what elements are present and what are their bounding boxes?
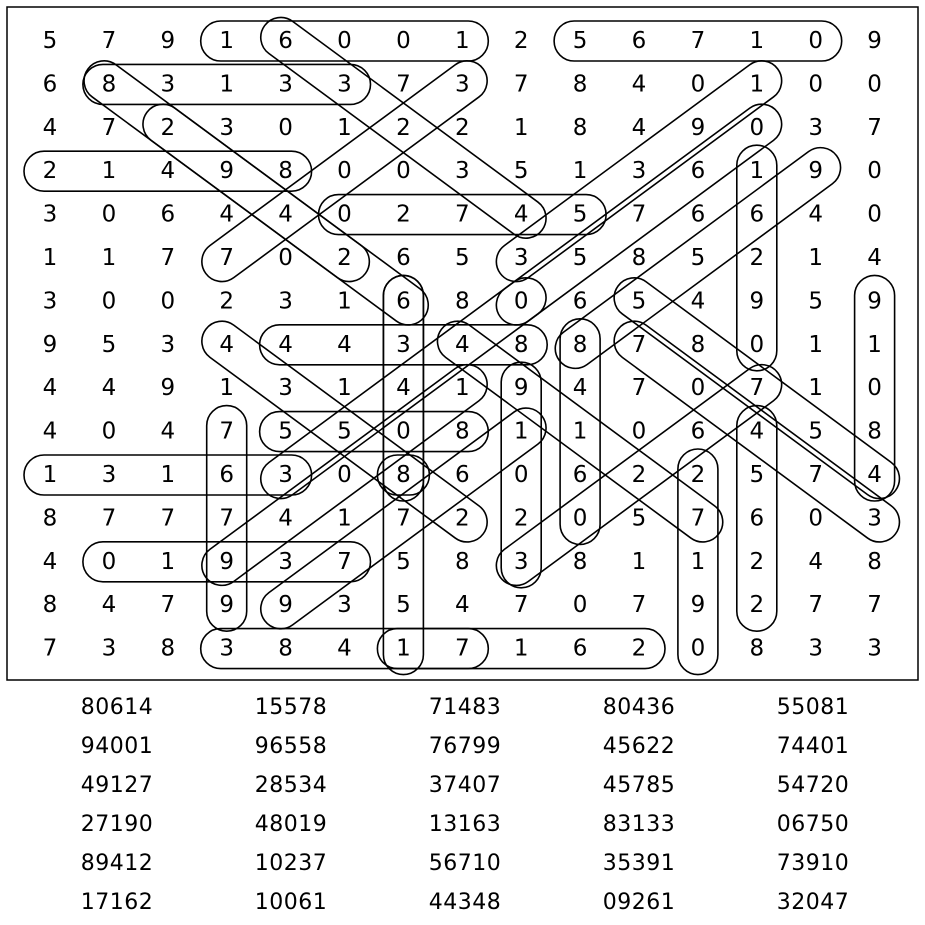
grid-cell[interactable]: 2 <box>337 245 352 271</box>
letter-grid <box>43 28 882 662</box>
word-list <box>30 692 900 919</box>
grid-cell[interactable]: 7 <box>219 245 235 271</box>
grid-cell[interactable]: 7 <box>101 505 117 532</box>
grid-cell[interactable]: 3 <box>808 635 824 662</box>
grid-cell[interactable]: 1 <box>690 548 706 575</box>
grid-cell[interactable]: 1 <box>219 375 235 402</box>
word-list-item: 55081 <box>776 695 850 720</box>
grid-cell[interactable]: 7 <box>808 462 824 488</box>
grid-cell[interactable]: 1 <box>101 245 117 271</box>
grid-cell[interactable]: 9 <box>160 375 176 402</box>
grid-cell[interactable]: 4 <box>337 635 352 662</box>
word-list-item: 09261 <box>602 890 676 915</box>
grid-cell[interactable]: 6 <box>572 462 588 488</box>
grid-cell[interactable]: 8 <box>454 548 470 575</box>
grid-cell[interactable]: 0 <box>690 71 706 98</box>
grid-cell[interactable]: 1 <box>749 158 765 185</box>
grid-cell[interactable]: 9 <box>690 114 706 141</box>
grid-cell[interactable]: 5 <box>749 462 765 488</box>
grid-cell[interactable]: 2 <box>513 505 529 532</box>
grid-cell[interactable]: 5 <box>396 592 411 619</box>
grid-cell[interactable]: 2 <box>513 28 529 54</box>
grid-cell[interactable]: 7 <box>631 592 647 619</box>
grid-cell[interactable]: 0 <box>101 201 117 228</box>
word-list-item: 45622 <box>602 734 676 759</box>
grid-cell[interactable]: 3 <box>337 71 352 98</box>
grid-cell[interactable]: 8 <box>572 331 588 358</box>
word-list-item: 10237 <box>254 851 328 876</box>
grid-cell[interactable]: 7 <box>160 245 176 271</box>
grid-cell[interactable]: 1 <box>749 28 765 54</box>
grid-cell[interactable]: 0 <box>513 462 529 488</box>
grid-cell[interactable]: 2 <box>396 201 411 228</box>
grid-cell[interactable]: 3 <box>867 505 882 532</box>
grid-cell[interactable]: 4 <box>219 331 235 358</box>
grid-cell[interactable]: 4 <box>42 375 58 402</box>
grid-cell[interactable]: 6 <box>631 28 647 54</box>
grid-cell[interactable]: 4 <box>513 201 529 228</box>
word-list-item: 80614 <box>80 695 154 720</box>
grid-cell[interactable]: 4 <box>808 201 824 228</box>
grid-cell[interactable]: 3 <box>101 635 117 662</box>
grid-cell[interactable]: 7 <box>101 28 117 54</box>
grid-cell[interactable]: 1 <box>160 548 176 575</box>
grid-cell[interactable]: 1 <box>337 505 352 532</box>
grid-cell[interactable]: 5 <box>337 418 352 445</box>
word-list-item: 28534 <box>254 773 328 798</box>
grid-cell[interactable]: 8 <box>396 462 411 488</box>
grid-cell[interactable]: 8 <box>278 158 293 185</box>
grid-cell[interactable]: 3 <box>160 331 176 358</box>
word-list-item: 17162 <box>80 890 154 915</box>
grid-cell[interactable]: 3 <box>454 71 470 98</box>
grid-cell[interactable]: 1 <box>808 375 824 402</box>
grid-cell[interactable]: 8 <box>572 71 588 98</box>
grid-cell[interactable]: 8 <box>572 114 588 141</box>
grid-cell[interactable]: 3 <box>278 462 293 488</box>
grid-cell[interactable]: 0 <box>337 462 352 488</box>
grid-cell[interactable]: 8 <box>454 418 470 445</box>
grid-cell[interactable]: 9 <box>808 158 824 185</box>
grid-cell[interactable]: 1 <box>513 114 529 141</box>
grid-cell[interactable]: 5 <box>690 245 706 271</box>
grid-cell[interactable]: 2 <box>749 548 765 575</box>
grid-cell[interactable]: 0 <box>631 418 647 445</box>
grid-cell[interactable]: 6 <box>690 418 706 445</box>
grid-cell[interactable]: 1 <box>513 418 529 445</box>
grid-cell[interactable]: 1 <box>867 331 882 358</box>
grid-cell[interactable]: 7 <box>867 114 882 141</box>
grid-cell[interactable]: 6 <box>690 201 706 228</box>
grid-cell[interactable]: 4 <box>160 158 176 185</box>
grid-cell[interactable]: 6 <box>749 505 765 532</box>
word-list-item: 45785 <box>602 773 676 798</box>
grid-cell[interactable]: 2 <box>396 114 411 141</box>
grid-cell[interactable]: 5 <box>101 331 117 358</box>
grid-cell[interactable]: 1 <box>808 245 824 271</box>
grid-cell[interactable]: 6 <box>690 158 706 185</box>
grid-cell[interactable]: 0 <box>867 71 882 98</box>
grid-cell[interactable]: 7 <box>337 548 352 575</box>
word-list-item: 54720 <box>776 773 850 798</box>
grid-cell[interactable]: 4 <box>396 375 411 402</box>
grid-cell[interactable]: 2 <box>690 462 706 488</box>
grid-cell[interactable]: 2 <box>42 158 58 185</box>
grid-cell[interactable]: 2 <box>454 114 470 141</box>
grid-cell[interactable]: 7 <box>690 28 706 54</box>
grid-cell[interactable]: 3 <box>278 288 293 315</box>
grid-cell[interactable]: 4 <box>572 375 588 402</box>
grid-cell[interactable]: 3 <box>160 71 176 98</box>
grid-cell[interactable]: 0 <box>396 418 411 445</box>
grid-cell[interactable]: 0 <box>572 505 588 532</box>
grid-cell[interactable]: 6 <box>42 71 58 98</box>
grid-cell[interactable]: 8 <box>42 505 58 532</box>
grid-cell[interactable]: 6 <box>572 635 588 662</box>
grid-cell[interactable]: 3 <box>42 288 58 315</box>
grid-cell[interactable]: 4 <box>690 288 706 315</box>
grid-cell[interactable]: 3 <box>101 462 117 488</box>
grid-cell[interactable]: 7 <box>513 71 529 98</box>
grid-cell[interactable]: 4 <box>42 418 58 445</box>
grid-cell[interactable]: 4 <box>42 548 58 575</box>
grid-cell[interactable]: 9 <box>219 548 235 575</box>
grid-cell[interactable]: 3 <box>337 592 352 619</box>
grid-cell[interactable]: 0 <box>337 158 352 185</box>
grid-cell[interactable]: 0 <box>808 71 824 98</box>
grid-cell[interactable]: 0 <box>867 201 882 228</box>
grid-cell[interactable]: 4 <box>278 505 293 532</box>
grid-cell[interactable]: 3 <box>278 375 293 402</box>
word-list-item: 83133 <box>602 812 676 837</box>
grid-cell[interactable]: 6 <box>572 288 588 315</box>
grid-cell[interactable]: 5 <box>572 245 588 271</box>
grid-cell[interactable]: 8 <box>867 418 882 445</box>
grid-cell[interactable]: 3 <box>396 331 411 358</box>
grid-cell[interactable]: 6 <box>219 462 235 488</box>
grid-cell[interactable]: 4 <box>631 71 647 98</box>
grid-cell[interactable]: 1 <box>572 418 588 445</box>
grid-cell[interactable]: 0 <box>396 28 411 54</box>
grid-cell[interactable]: 7 <box>101 114 117 141</box>
grid-cell[interactable]: 1 <box>42 245 58 271</box>
word-list-item: 37407 <box>428 773 502 798</box>
word-list-item: 94001 <box>80 734 154 759</box>
grid-cell[interactable]: 3 <box>278 548 293 575</box>
word-list-item: 49127 <box>80 773 154 798</box>
grid-cell[interactable]: 5 <box>42 28 58 54</box>
grid-cell[interactable]: 7 <box>396 505 411 532</box>
grid-cell[interactable]: 5 <box>572 28 588 54</box>
grid-cell[interactable]: 5 <box>396 548 411 575</box>
grid-cell[interactable]: 6 <box>454 462 470 488</box>
grid-cell[interactable]: 3 <box>513 548 529 575</box>
grid-cell[interactable]: 7 <box>631 375 647 402</box>
grid-cell[interactable]: 0 <box>867 375 882 402</box>
word-list-item: 96558 <box>254 734 328 759</box>
word-list-item: 44348 <box>428 890 502 915</box>
grid-cell[interactable]: 4 <box>278 331 293 358</box>
grid-cell[interactable]: 0 <box>337 28 352 54</box>
grid-cell[interactable]: 2 <box>749 592 765 619</box>
grid-cell[interactable]: 7 <box>808 592 824 619</box>
grid-cell[interactable]: 7 <box>42 635 58 662</box>
grid-cell[interactable]: 3 <box>631 158 647 185</box>
grid-cell[interactable]: 6 <box>396 245 411 271</box>
grid-cell[interactable]: 5 <box>631 288 647 315</box>
grid-cell[interactable]: 3 <box>808 114 824 141</box>
word-list-item: 35391 <box>602 851 676 876</box>
grid-cell[interactable]: 9 <box>160 28 176 54</box>
grid-cell[interactable]: 7 <box>160 505 176 532</box>
grid-cell[interactable]: 0 <box>278 114 293 141</box>
grid-cell[interactable]: 7 <box>867 592 882 619</box>
word-list-item: 80436 <box>602 695 676 720</box>
grid-cell[interactable]: 8 <box>513 331 529 358</box>
grid-cell[interactable]: 2 <box>631 462 647 488</box>
grid-cell[interactable]: 4 <box>867 245 882 271</box>
grid-cell[interactable]: 8 <box>572 548 588 575</box>
grid-cell[interactable]: 0 <box>749 114 765 141</box>
grid-cell[interactable]: 0 <box>101 548 117 575</box>
grid-cell[interactable]: 9 <box>513 375 529 402</box>
word-list-item: 48019 <box>254 812 328 837</box>
grid-cell[interactable]: 7 <box>454 201 470 228</box>
grid-cell[interactable]: 4 <box>454 592 470 619</box>
grid-cell[interactable]: 1 <box>337 375 352 402</box>
grid-cell[interactable]: 2 <box>160 114 176 141</box>
grid-cell[interactable]: 0 <box>278 245 293 271</box>
grid-cell[interactable]: 0 <box>101 418 117 445</box>
word-list-item: 15578 <box>254 695 328 720</box>
grid-cell[interactable]: 2 <box>631 635 647 662</box>
grid-cell[interactable]: 4 <box>101 592 117 619</box>
grid-cell[interactable]: 8 <box>42 592 58 619</box>
word-list-item: 27190 <box>80 812 154 837</box>
grid-cell[interactable]: 0 <box>867 158 882 185</box>
grid-cell[interactable]: 3 <box>454 158 470 185</box>
grid-cell[interactable]: 7 <box>396 71 411 98</box>
grid-cell[interactable]: 0 <box>337 201 352 228</box>
word-list-item: 89412 <box>80 851 154 876</box>
grid-cell[interactable]: 1 <box>219 71 235 98</box>
grid-cell[interactable]: 2 <box>749 245 765 271</box>
grid-cell[interactable]: 9 <box>867 28 882 54</box>
grid-cell[interactable]: 9 <box>867 288 882 315</box>
grid-cell[interactable]: 8 <box>867 548 882 575</box>
grid-cell[interactable]: 9 <box>278 592 293 619</box>
grid-cell[interactable]: 1 <box>160 462 176 488</box>
grid-cell[interactable]: 8 <box>690 331 706 358</box>
grid-cell[interactable]: 0 <box>572 592 588 619</box>
grid-cell[interactable]: 1 <box>572 158 588 185</box>
grid-cell[interactable]: 1 <box>454 28 470 54</box>
grid-cell[interactable]: 6 <box>278 28 293 54</box>
grid-cell[interactable]: 7 <box>631 201 647 228</box>
grid-cell[interactable]: 7 <box>749 375 765 402</box>
grid-cell[interactable]: 1 <box>337 114 352 141</box>
grid-cell[interactable]: 3 <box>513 245 529 271</box>
grid-cell[interactable]: 4 <box>337 331 352 358</box>
grid-cell[interactable]: 5 <box>454 245 470 271</box>
grid-cell[interactable]: 1 <box>396 635 411 662</box>
grid-cell[interactable]: 0 <box>690 375 706 402</box>
grid-cell[interactable]: 8 <box>454 288 470 315</box>
grid-cell[interactable]: 4 <box>867 462 882 488</box>
grid-cell[interactable]: 2 <box>454 505 470 532</box>
grid-cell[interactable]: 7 <box>160 592 176 619</box>
grid-cell[interactable]: 5 <box>278 418 293 445</box>
grid-cell[interactable]: 8 <box>631 245 647 271</box>
grid-cell[interactable]: 4 <box>219 201 235 228</box>
grid-cell[interactable]: 4 <box>101 375 117 402</box>
grid-cell[interactable]: 0 <box>690 635 706 662</box>
grid-cell[interactable]: 1 <box>219 28 235 54</box>
grid-cell[interactable]: 0 <box>396 158 411 185</box>
grid-cell[interactable]: 2 <box>219 288 235 315</box>
word-list-item: 71483 <box>428 695 502 720</box>
grid-cell[interactable]: 4 <box>749 418 765 445</box>
grid-cell[interactable]: 0 <box>513 288 529 315</box>
word-list-item: 06750 <box>776 812 850 837</box>
word-list-item: 56710 <box>428 851 502 876</box>
grid-cell[interactable]: 9 <box>749 288 765 315</box>
grid-cell[interactable]: 7 <box>631 331 647 358</box>
grid-cell[interactable]: 4 <box>160 418 176 445</box>
grid-cell[interactable]: 7 <box>454 635 470 662</box>
grid-cell[interactable]: 5 <box>808 418 824 445</box>
grid-cell[interactable]: 1 <box>454 375 470 402</box>
grid-cell[interactable]: 8 <box>278 635 293 662</box>
grid-cell[interactable]: 3 <box>219 114 235 141</box>
grid-cell[interactable]: 5 <box>808 288 824 315</box>
grid-cell[interactable]: 4 <box>454 331 470 358</box>
grid-cell[interactable]: 1 <box>749 71 765 98</box>
word-list-item: 10061 <box>254 890 328 915</box>
grid-cell[interactable]: 0 <box>749 331 765 358</box>
grid-cell[interactable]: 7 <box>219 418 235 445</box>
grid-cell[interactable]: 5 <box>572 201 588 228</box>
grid-cell[interactable]: 4 <box>808 548 824 575</box>
grid-cell[interactable]: 4 <box>631 114 647 141</box>
grid-cell[interactable]: 0 <box>808 505 824 532</box>
grid-cell[interactable]: 0 <box>808 28 824 54</box>
grid-cell[interactable]: 9 <box>219 592 235 619</box>
grid-cell[interactable]: 8 <box>160 635 176 662</box>
grid-cell[interactable]: 5 <box>513 158 529 185</box>
grid-cell[interactable]: 6 <box>749 201 765 228</box>
word-list-item: 32047 <box>776 890 850 915</box>
word-list-item: 74401 <box>776 734 850 759</box>
grid-cell[interactable]: 6 <box>160 201 176 228</box>
grid-cell[interactable]: 3 <box>42 201 58 228</box>
grid-cell[interactable]: 8 <box>749 635 765 662</box>
grid-cell[interactable]: 1 <box>42 462 58 488</box>
grid-cell[interactable]: 6 <box>396 288 411 315</box>
grid-cell[interactable]: 7 <box>690 505 706 532</box>
grid-cell[interactable]: 4 <box>278 201 293 228</box>
word-list-item: 73910 <box>776 851 850 876</box>
grid-cell[interactable]: 4 <box>42 114 58 141</box>
grid-cell[interactable]: 9 <box>42 331 58 358</box>
grid-cell[interactable]: 8 <box>101 71 117 98</box>
grid-cell[interactable]: 3 <box>867 635 882 662</box>
grid-cell[interactable]: 3 <box>278 71 293 98</box>
grid-cell[interactable]: 7 <box>513 592 529 619</box>
word-list-item: 13163 <box>428 812 502 837</box>
grid-cell[interactable]: 7 <box>219 505 235 532</box>
grid-cell[interactable]: 9 <box>219 158 235 185</box>
grid-cell[interactable]: 1 <box>101 158 117 185</box>
grid-cell[interactable]: 1 <box>337 288 352 315</box>
grid-cell[interactable]: 0 <box>160 288 176 315</box>
grid-cell[interactable]: 0 <box>101 288 117 315</box>
word-list-item: 76799 <box>428 734 502 759</box>
grid-cell[interactable]: 1 <box>631 548 647 575</box>
grid-cell[interactable]: 5 <box>631 505 647 532</box>
grid-cell[interactable]: 9 <box>690 592 706 619</box>
grid-cell[interactable]: 1 <box>513 635 529 662</box>
grid-cell[interactable]: 1 <box>808 331 824 358</box>
grid-cell[interactable]: 3 <box>219 635 235 662</box>
